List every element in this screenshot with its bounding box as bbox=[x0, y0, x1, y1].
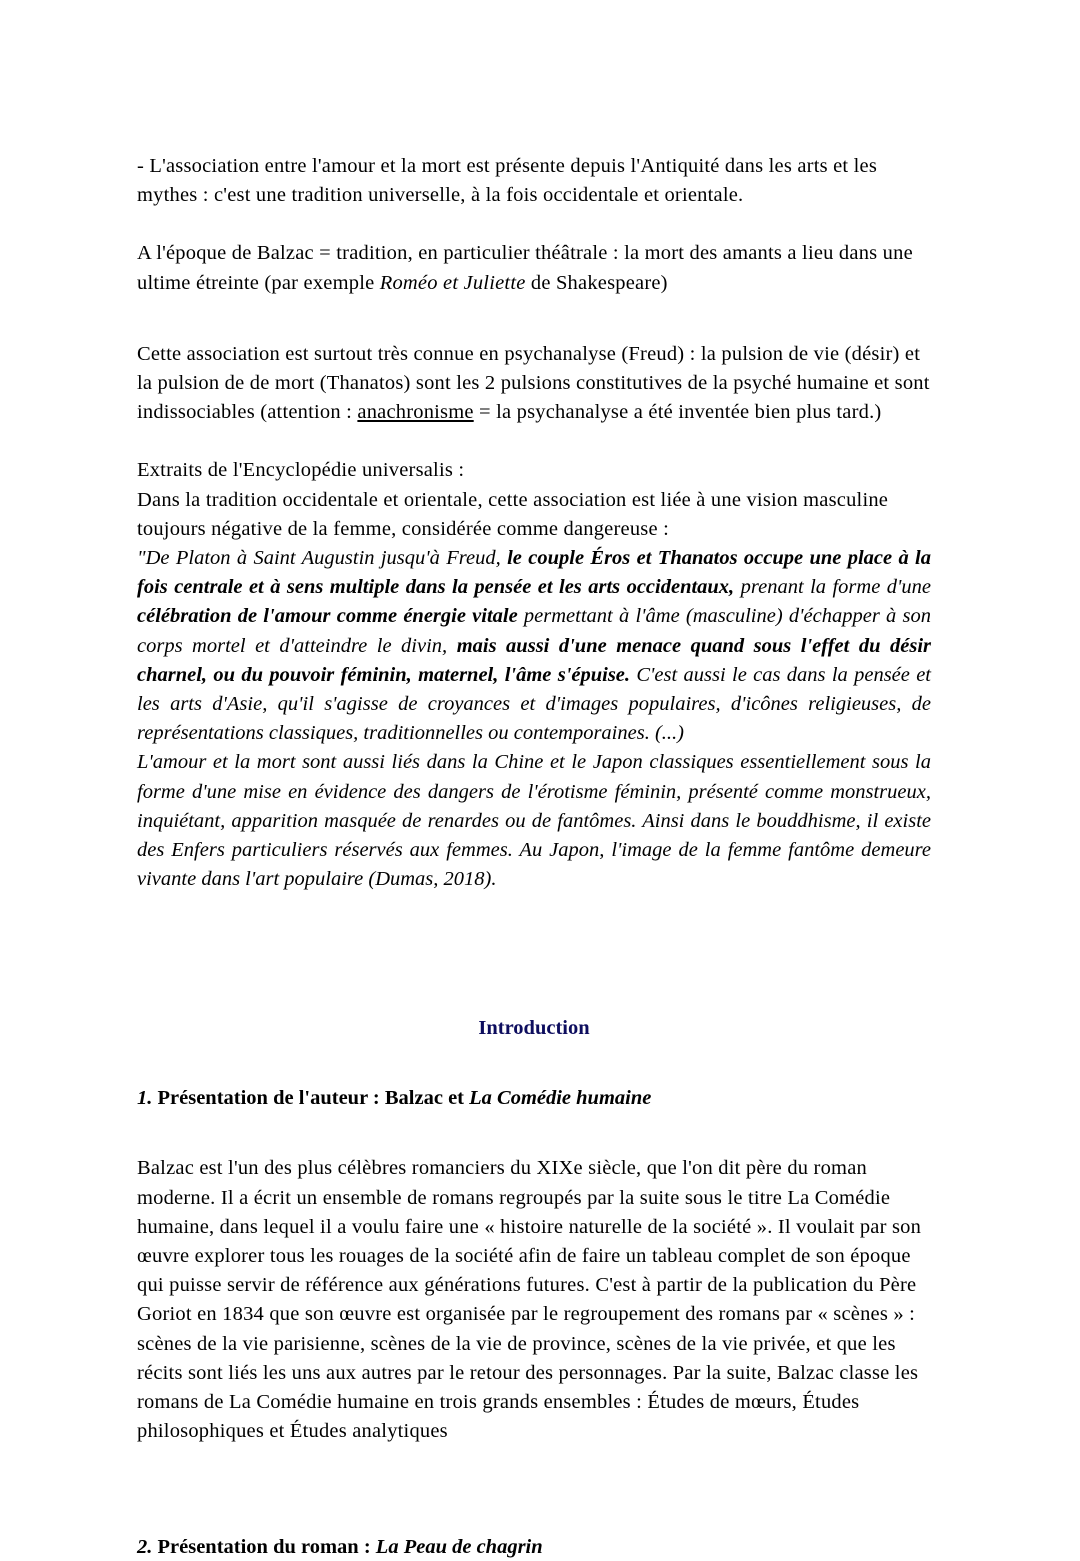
paragraph-extraits-source: Extraits de l'Encyclopédie universalis : bbox=[137, 459, 465, 482]
paragraph-epoque-balzac bbox=[137, 239, 931, 297]
title-romeo-et-juliette: Roméo et Juliette bbox=[379, 271, 526, 294]
quote-emphasis: célébration de l'amour comme énergie vitale bbox=[137, 605, 518, 628]
section-label: Présentation de l'auteur : Balzac et bbox=[152, 1087, 470, 1110]
spacer bbox=[137, 427, 931, 456]
text-segment: = la psychanalyse a été inventée bien plus tard.) bbox=[473, 401, 882, 424]
title-la-comedie-humaine: La Comédie humaine bbox=[469, 1087, 652, 1110]
text-segment: de Shakespeare) bbox=[525, 271, 668, 294]
quote-segment: prenant la forme d'une bbox=[734, 576, 931, 599]
quote-emphasis: mais aussi d'une menace quand sous l'effet du désir charnel, ou du pouvoir féminin, maternel, l'âme s'épuise. bbox=[137, 634, 931, 686]
section-number: 2. bbox=[137, 1535, 153, 1558]
spacer bbox=[137, 1112, 931, 1154]
spacer bbox=[137, 1042, 931, 1084]
quotation-chine-japon: L'amour et la mort sont aussi liés dans la Chine et le Japon classiques essentiellement sous la forme d'une mise en évidence des dangers de l'érotisme féminin, présenté comme monstrueux, inquiétant, apparition masquée de renardes ou de fantômes. Ainsi dans le bouddhisme, il existe des Enfers particuliers réservés aux femmes. Au Japon, l'image de la femme fantôme demeure vivante dans l'art populaire (Dumas, 2018). bbox=[137, 751, 931, 891]
spacer bbox=[137, 210, 931, 239]
text-segment: A l'époque de Balzac = tradition, en particulier théâtrale : la mort des amants a lieu dans une ultime étreinte (par exemple bbox=[137, 242, 913, 294]
heading-introduction: Introduction bbox=[478, 1017, 590, 1040]
title-la-peau-de-chagrin: La Peau de chagrin bbox=[375, 1535, 543, 1558]
section-label: Présentation du roman : bbox=[152, 1535, 376, 1558]
spacer bbox=[137, 298, 931, 340]
paragraph-balzac-biographie: Balzac est l'un des plus célèbres romanciers du XIXe siècle, que l'on dit père du roman moderne. Il a écrit un ensemble de romans regroupés par la suite sous le titre La Comédie humaine, dans lequel il a voulu faire une « histoire naturelle de la société ». Il voulait par son œuvre explorer tous les rouages de la société afin de faire un tableau complet de son époque qui puisse servir de référence aux générations futures. C'est à partir de la publication du Père Goriot en 1834 que son œuvre est organisée par le regroupement des romans par « scènes » : scènes de la vie parisienne, scènes de la vie de province, scènes de la vie privée, et que les récits sont liés les uns aux autres par le retour des personnages. Par la suite, Balzac classe les romans de La Comédie humaine en trois grands ensembles : Études de mœurs, Études philosophiques et Études analytiques bbox=[137, 1157, 922, 1443]
section-number: 1. bbox=[137, 1087, 153, 1110]
heading-section-2 bbox=[137, 1533, 931, 1561]
paragraph-amour-mort-antiquite: - L'association entre l'amour et la mort est présente depuis l'Antiquité dans les arts et les mythes : c'est une tradition universelle, à la fois occidentale et orientale. bbox=[137, 155, 878, 207]
quote-segment: C'est aussi le cas dans la pensée et les arts d'Asie, qu'il s'agisse de croyances et d'images populaires, d'icônes religieuses, de représentations classiques, traditionnelles ou contemporaines. (...) bbox=[137, 663, 931, 745]
term-anachronisme: anachronisme bbox=[357, 401, 474, 424]
paragraph-psychanalyse-freud bbox=[137, 340, 931, 428]
quote-segment: "De Platon à Saint Augustin jusqu'à Freud, bbox=[137, 547, 508, 570]
spacer bbox=[137, 1447, 931, 1533]
heading-section-1 bbox=[137, 1084, 931, 1112]
text-segment: Cette association est surtout très connue en psychanalyse (Freud) : la pulsion de vie (désir) et la pulsion de de mort (Thanatos) sont les 2 pulsions constitutives de la psyché humaine et sont indissociables (attention : bbox=[137, 342, 930, 424]
quotation-platon-freud bbox=[137, 544, 931, 748]
paragraph-tradition-occidentale: Dans la tradition occidentale et orientale, cette association est liée à une vision masculine toujours négative de la femme, considérée comme dangereuse : bbox=[137, 488, 889, 540]
quote-segment: permettant à l'âme (masculine) d'échapper à son corps mortel et d'atteindre le divin, bbox=[137, 605, 931, 657]
document-body bbox=[137, 152, 931, 1561]
quote-emphasis: le couple Éros et Thanatos occupe une place à la fois centrale et à sens multiple dans la pensée et les arts occidentaux, bbox=[137, 547, 932, 599]
spacer bbox=[137, 894, 931, 1014]
